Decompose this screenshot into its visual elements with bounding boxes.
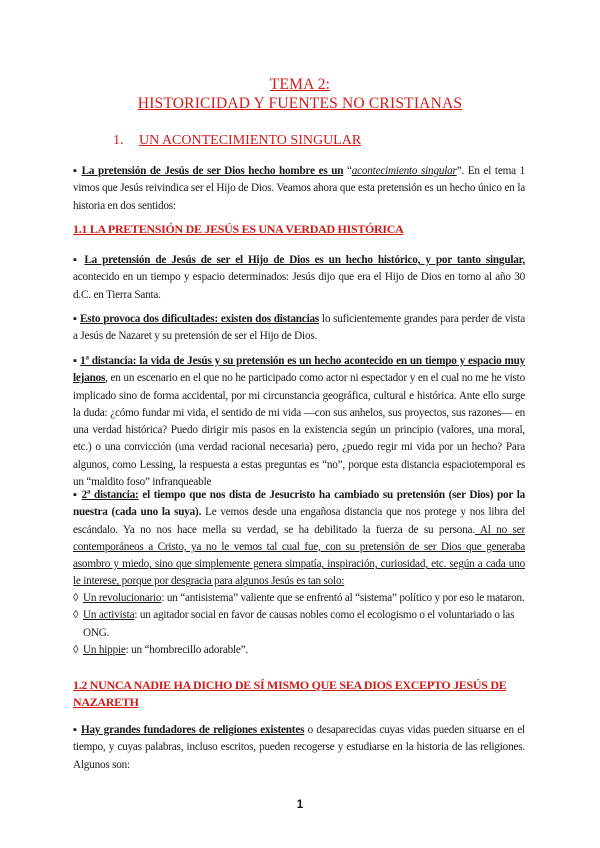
list-item-term: Un revolucionario: [83, 592, 162, 604]
paragraph-dificultades: [73, 311, 525, 346]
fundadores-rest-text: o desaparecidas cuyas vidas pueden situarse en el tiempo, y cuyas palabras, incluso escritos, pueden recogerse y estudiarse en la historia de las religiones. Algunos son:: [73, 724, 525, 771]
bullet-icon: ▪: [73, 489, 78, 501]
list-item: [73, 590, 525, 607]
hecho-bold-text: La pretensión de Jesús de ser el Hijo de Dios es un hecho histórico, y por tanto singular,: [84, 254, 525, 266]
bullet-icon: ▪: [73, 355, 78, 367]
title-line-1: TEMA 2:: [269, 76, 331, 93]
paragraph-hecho-historico: [73, 252, 525, 304]
intro-rest-text: En el tema 1 vimos que Jesús reivindica ser el Hijo de Dios. Veamos ahora que esta pretensión es un hecho único en la historia en dos sentidos:: [73, 165, 525, 212]
paragraph-fundadores: [73, 722, 525, 774]
diamond-list: [73, 590, 525, 659]
distancia1-bold-text: 1ª distancia: la vida de Jesús y su pretensión es un hecho acontecido en un tiempo y espacio muy lejanos: [73, 355, 525, 385]
list-item: [73, 642, 525, 659]
distancia1-rest-text: , en un escenario en el que no he participado como actor ni espectador y en el cual no me he visto implicado sino de forma accidental, por mi circunstancia geográfica, cultural e histórica. Ante ello surge la duda: ¿cómo fundar mi vida, el sentido de mi vida —con sus anhelos, sus proyectos, sus razones— en una verdad histórica? Puedo dirigir mis pasos en la existencia según un principio (valores, una moral, etc.) o una convicción (una verdad racional necesaria) pero, ¿puedo regir mi vida por un hecho? Para algunos, como Lessing, la respuesta a estas preguntas es “no”, porque esta distancia espaciotemporal es un “maldito foso” infranqueable: [73, 372, 525, 489]
intro-quote-close: ”.: [456, 165, 465, 177]
list-item-term: Un activista: [83, 609, 135, 622]
list-item-term: Un hippie: [83, 643, 126, 656]
paragraph-segunda-distancia: [73, 487, 525, 591]
title-line-2: HISTORICIDAD Y FUENTES NO CRISTIANAS: [137, 95, 463, 112]
hecho-rest-text: acontecido en un tiempo y espacio determinados: Jesús dijo que era el Hijo de Dios en torno al año 30 d.C. en Tierra Santa.: [73, 271, 525, 301]
list-item-text: : un “antisistema” valiente que se enfrentó al “sistema” político y por eso le mataron.: [161, 592, 525, 604]
fundadores-bold-text: Hay grandes fundadores de religiones existentes: [80, 724, 305, 736]
bullet-icon: ▪: [73, 254, 80, 266]
heading-1-number: 1.: [113, 133, 124, 148]
heading-1: [113, 133, 361, 149]
dificultades-rest-text: lo suficientemente grandes para perder de vista a Jesús de Nazaret y su pretensión de ser el Hijo de Dios.: [73, 313, 525, 343]
dificultades-bold-text: Esto provoca dos dificultades: existen dos distancias: [79, 313, 320, 325]
page-number: 1: [296, 797, 304, 811]
intro-paragraph: [73, 163, 525, 215]
section-heading-1-1: 1.1 LA PRETENSIÓN DE JESÚS ES UNA VERDAD HISTÓRICA: [73, 222, 404, 236]
distancia2-rest-text: Le vemos desde una engañosa distancia que nos protege y nos libra del escándalo. Ya no nos hace mella su verdad, se ha debilitado la fuerza de su persona.: [73, 506, 525, 536]
intro-bold-text: La pretensión de Jesús de ser Dios hecho hombre es un: [81, 165, 344, 177]
distancia2-underlined-text: Al no ser contemporáneos a Cristo, ya no le vemos tal cual fue, con su pretensión de ser Dios que generaba asombro y miedo, sino que simplemente genera simpatía, inspiración, curiosidad, etc. según a cada uno le interese, porque por desgracia para algunos Jesús es tan solo:: [73, 523, 525, 588]
list-item-text: : un “hombrecillo adorable”.: [125, 643, 249, 656]
diamond-icon: ◊: [73, 643, 79, 656]
distancia2-label: 2ª distancia:: [81, 489, 139, 501]
paragraph-primera-distancia: [73, 353, 525, 491]
bullet-icon: ▪: [73, 724, 78, 736]
list-item-text: : un agitador social en favor de causas nobles como el ecologismo o el voluntariado o las ONG.: [83, 609, 515, 639]
heading-1-text: UN ACONTECIMIENTO SINGULAR: [139, 133, 362, 148]
diamond-icon: ◊: [73, 592, 79, 604]
distancia2-bold-text: el tiempo que nos dista de Jesucristo ha cambiado su pretensión (ser Dios) por la nuestra (cada uno la suya).: [73, 489, 525, 519]
list-item: [73, 607, 525, 642]
bullet-icon: ▪: [73, 165, 78, 177]
diamond-icon: ◊: [73, 609, 79, 622]
intro-quote-open: “: [343, 165, 352, 177]
bullet-icon: ▪: [73, 313, 78, 325]
section-heading-1-2: 1.2 NUNCA NADIE HA DICHO DE SÍ MISMO QUE SEA DIOS EXCEPTO JESÚS DE NAZARETH: [73, 678, 507, 709]
intro-quote-text: acontecimiento singular: [351, 165, 457, 177]
